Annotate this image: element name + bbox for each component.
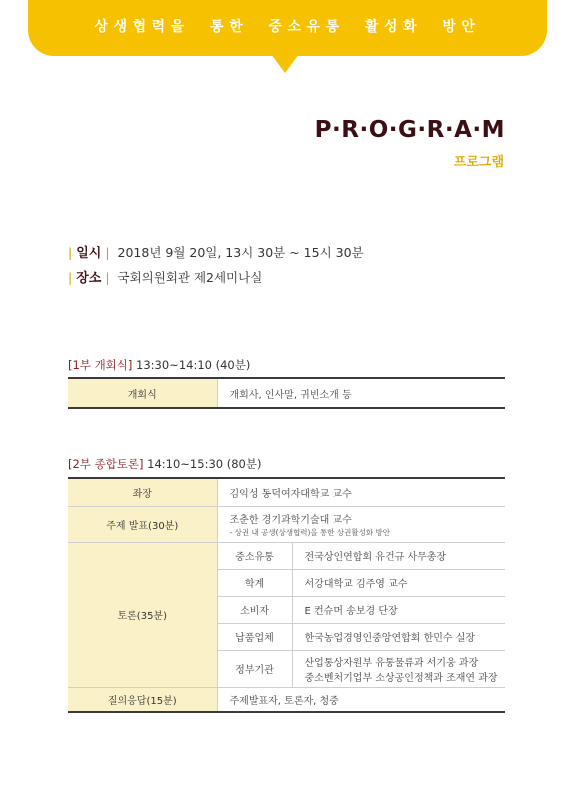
qa-value: 주제발표자, 토론자, 청중 — [217, 687, 505, 712]
presentation-cell — [217, 506, 505, 542]
qa-label: 질의응답(15분) — [68, 687, 217, 712]
program-title: P·R·O·G·R·A·M — [314, 117, 505, 143]
date-value: 2018년 9월 20일, 13시 30분 ~ 15시 30분 — [117, 245, 364, 260]
table-row — [68, 378, 505, 408]
part1-time: 13:30~14:10 (40분) — [136, 358, 251, 372]
sector-label: 소비자 — [217, 596, 292, 623]
presentation-label: 주제 발표(30분) — [68, 506, 217, 542]
part2-tag: [2부 종합토론] — [68, 457, 144, 471]
part2-time: 14:10~15:30 (80분) — [147, 457, 262, 471]
opening-value: 개회사, 인사말, 귀빈소개 등 — [217, 378, 505, 408]
date-label: 일시 — [76, 246, 102, 261]
discussant-value: E 컨슈머 송보경 단장 — [292, 596, 505, 623]
discussant-value: 전국상인연합회 유건규 사무총장 — [292, 542, 505, 569]
place-line — [68, 267, 262, 286]
table-row — [68, 542, 505, 569]
discussant-value: 한국농업경영인중앙연합회 한민수 실장 — [292, 623, 505, 650]
banner-pointer — [271, 54, 299, 73]
chair-label: 좌장 — [68, 478, 217, 506]
part1-tag: [1부 개회식] — [68, 358, 133, 372]
part2-heading — [68, 456, 261, 472]
table-row — [68, 478, 505, 506]
part1-heading — [68, 357, 250, 373]
banner-title: 상생협력을 통한 중소유통 활성화 방안 — [94, 19, 481, 35]
part2-table — [68, 477, 505, 713]
divider: | — [68, 270, 73, 285]
discussant-value: 서강대학교 김주영 교수 — [292, 569, 505, 596]
divider: | — [105, 245, 110, 260]
discussant-value: 산업통상자원부 유통물류과 서기웅 과장 — [304, 657, 479, 669]
presentation-note: - 상권 내 공생(상생협력)을 통한 상권활성화 방안 — [229, 527, 391, 537]
place-label: 장소 — [76, 271, 102, 286]
sector-label: 학계 — [217, 569, 292, 596]
sector-label: 정부기관 — [217, 650, 292, 687]
sector-label: 납품업체 — [217, 623, 292, 650]
part1-table — [68, 377, 505, 409]
discussion-label: 토론(35분) — [68, 542, 217, 687]
date-line — [68, 242, 364, 261]
table-row — [68, 687, 505, 712]
place-value: 국회의원회관 제2세미나실 — [117, 270, 263, 285]
opening-label: 개회식 — [68, 378, 217, 408]
divider: | — [105, 270, 110, 285]
divider: | — [68, 245, 73, 260]
table-row — [68, 506, 505, 542]
presentation-value: 조춘한 경기과학기술대 교수 — [229, 514, 352, 526]
discussant-value-2: 중소벤처기업부 소상공인정책과 조재연 과장 — [304, 672, 498, 684]
chair-value: 김익성 동덕여자대학교 교수 — [217, 478, 505, 506]
top-banner — [28, 0, 547, 56]
sector-label: 중소유통 — [217, 542, 292, 569]
program-subtitle: 프로그램 — [453, 155, 504, 170]
discussant-cell — [292, 650, 505, 687]
